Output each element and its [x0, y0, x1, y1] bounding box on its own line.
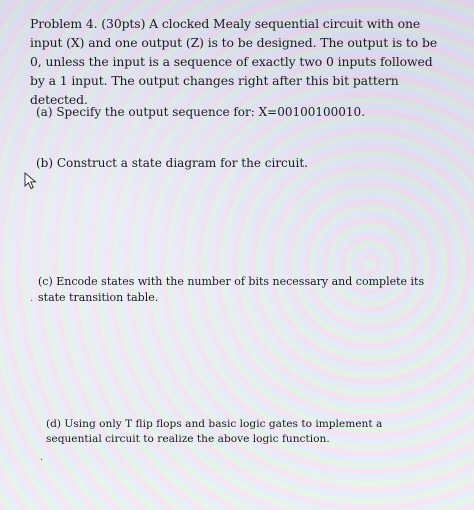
stray-mark: · [40, 455, 44, 466]
stray-mark: · [30, 296, 34, 307]
part-a-question: (a) Specify the output sequence for: X=00100100010. [36, 105, 366, 119]
part-b-question: (b) Construct a state diagram for the circuit. [36, 156, 308, 170]
part-c-question: (c) Encode states with the number of bits necessary and complete its state transition table. [38, 275, 425, 304]
problem-statement: Problem 4. (30pts) A clocked Mealy sequential circuit with one input (X) and one output (Z) is to be designed. The output is to be 0, unless the input is a sequence of exactly two 0 inputs followed by a 1 input. The output changes right after this bit pattern detected. [30, 16, 438, 107]
part-d-question: (d) Using only T flip flops and basic logic gates to implement a sequential circuit to realize the above logic function. [46, 418, 383, 445]
mouse-pointer-icon [24, 172, 38, 190]
